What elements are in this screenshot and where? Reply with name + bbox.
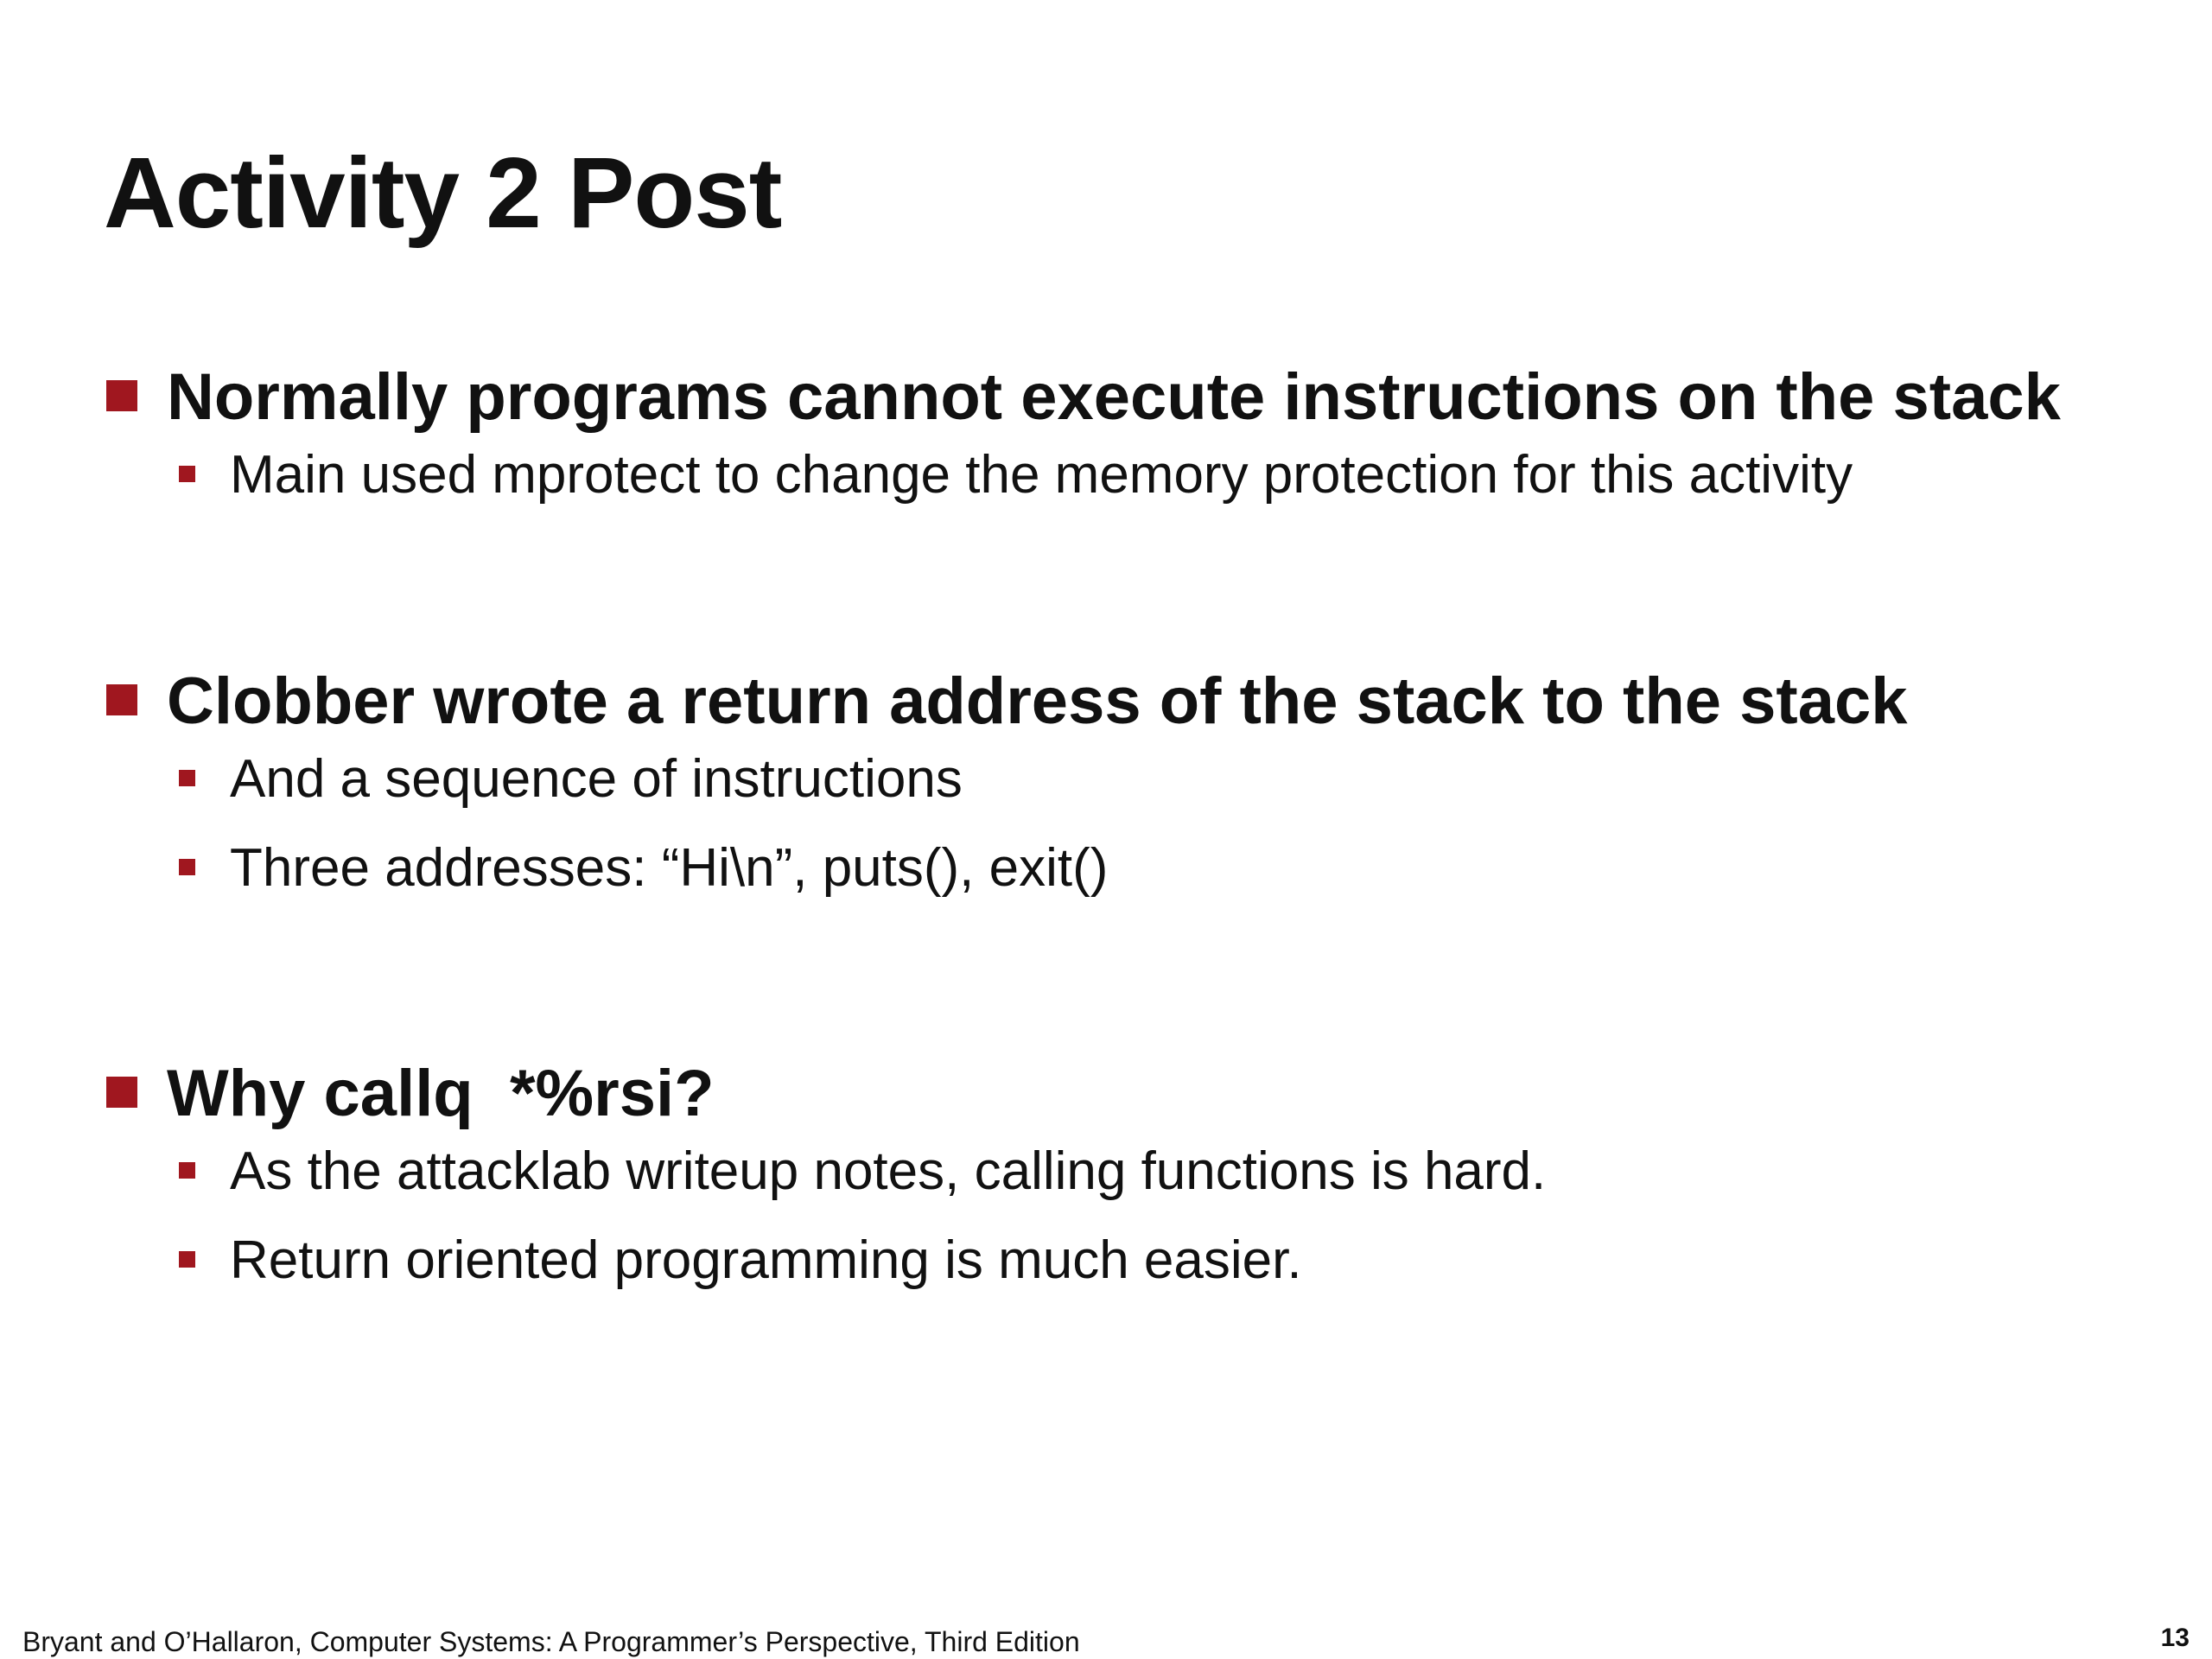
sub-bullet-item	[0, 834, 2212, 923]
page-number: 13	[2160, 1624, 2190, 1652]
sub-bullet-text: As the attacklab writeup notes, calling functions is hard.	[230, 1141, 1547, 1201]
small-square-bullet-icon	[179, 1251, 195, 1268]
sub-bullet-item	[0, 1137, 2212, 1226]
bullet-item	[0, 354, 2212, 441]
bullet-item	[0, 1051, 2212, 1137]
bullet-item	[0, 658, 2212, 745]
slide-title: Activity 2 Post	[104, 137, 782, 249]
footer-citation: Bryant and O’Hallaron, Computer Systems: A Programmer’s Perspective, Third Edition	[22, 1626, 1080, 1657]
bullet-group-2	[0, 658, 2212, 923]
bullet-text: Normally programs cannot execute instructions on the stack	[167, 360, 2061, 434]
sub-bullet-text: And a sequence of instructions	[230, 749, 963, 809]
square-bullet-icon	[106, 684, 137, 715]
small-square-bullet-icon	[179, 770, 195, 786]
sub-bullet-item	[0, 1226, 2212, 1315]
bullet-group-1	[0, 354, 2212, 530]
sub-bullet-item	[0, 745, 2212, 834]
bullet-text: Why callq *%rsi?	[167, 1057, 715, 1130]
square-bullet-icon	[106, 380, 137, 411]
small-square-bullet-icon	[179, 1162, 195, 1179]
bullet-text: Clobber wrote a return address of the stack to the stack	[167, 664, 1908, 738]
sub-bullet-text: Main used mprotect to change the memory protection for this activity	[230, 445, 1853, 505]
sub-bullet-text: Return oriented programming is much easier.	[230, 1230, 1302, 1290]
bullet-group-3	[0, 1051, 2212, 1315]
small-square-bullet-icon	[179, 466, 195, 482]
sub-bullet-text: Three addresses: “Hi\n”, puts(), exit()	[230, 838, 1109, 898]
small-square-bullet-icon	[179, 859, 195, 875]
sub-bullet-item	[0, 441, 2212, 530]
square-bullet-icon	[106, 1077, 137, 1108]
